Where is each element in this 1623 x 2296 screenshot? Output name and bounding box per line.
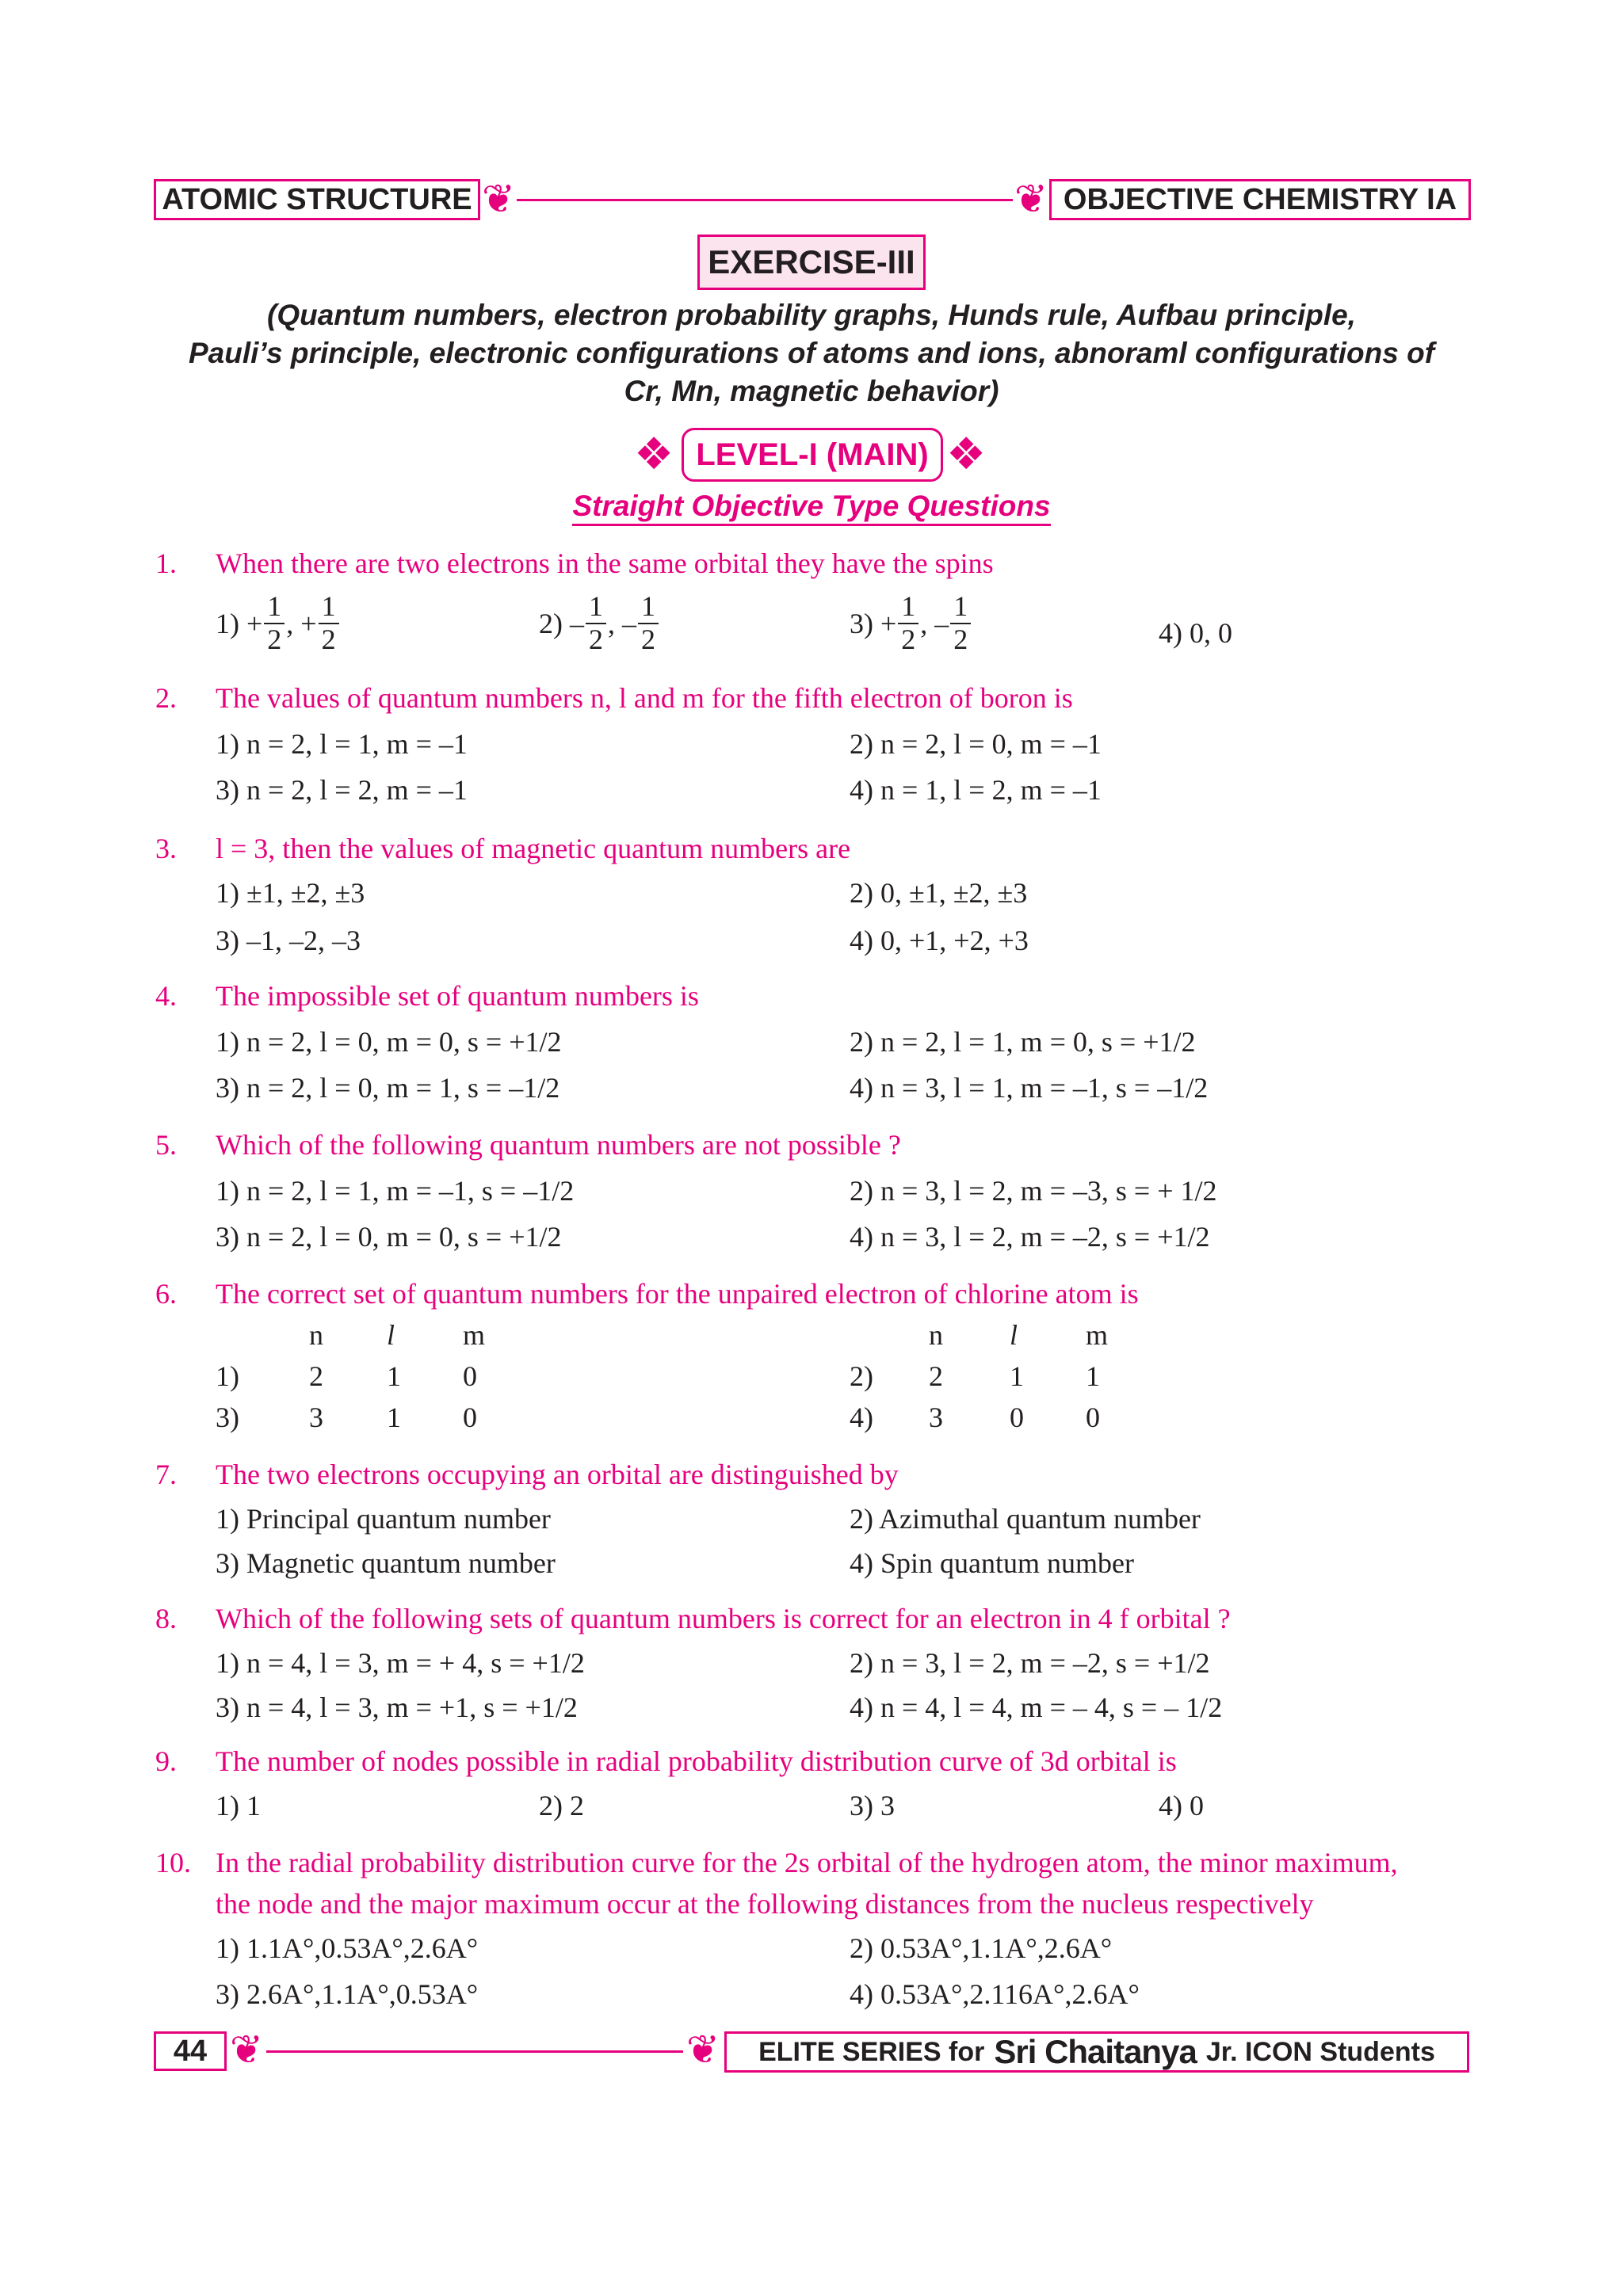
option-4: 4) 0.53A°,2.116A°,2.6A° xyxy=(850,1978,1140,2010)
question-number: 8. xyxy=(155,1603,177,1634)
page-number xyxy=(154,2031,227,2071)
question-text: The values of quantum numbers n, l and m for the fifth electron of boron is xyxy=(216,682,1073,714)
header-right-text: OBJECTIVE CHEMISTRY IA xyxy=(1063,182,1457,216)
option-2-m: 1 xyxy=(1086,1360,1100,1392)
topics-block xyxy=(0,296,1623,410)
option-2: 2) n = 2, l = 1, m = 0, s = +1/2 xyxy=(850,1026,1196,1058)
option-2-label: 2) xyxy=(850,1360,873,1392)
question-text: The number of nodes possible in radial probability distribution curve of 3d orbital is xyxy=(216,1745,1177,1777)
option-4-n: 3 xyxy=(929,1402,943,1433)
footer-series-suffix: Jr. ICON Students xyxy=(1205,2036,1435,2067)
option-4: 4) n = 1, l = 2, m = –1 xyxy=(850,774,1102,806)
option-3: 3) n = 4, l = 3, m = +1, s = +1/2 xyxy=(216,1691,578,1723)
question-number: 2. xyxy=(155,682,177,714)
option-3: 3) Magnetic quantum number xyxy=(216,1547,556,1579)
table-header-m: m xyxy=(463,1319,486,1351)
footer-series-prefix: ELITE SERIES for xyxy=(758,2036,985,2067)
option-2: 2) 0.53A°,1.1A°,2.6A° xyxy=(850,1932,1113,1964)
question-number: 10. xyxy=(155,1847,191,1878)
table-header-l: l xyxy=(387,1319,395,1351)
question-number: 3. xyxy=(155,833,177,864)
question-number: 9. xyxy=(155,1745,177,1777)
table-header-l: l xyxy=(1010,1319,1018,1351)
footer-series xyxy=(724,2031,1469,2073)
option-2-n: 2 xyxy=(929,1360,943,1392)
topics-line: Cr, Mn, magnetic behavior) xyxy=(624,375,999,407)
option-2-l: 1 xyxy=(1010,1360,1024,1392)
brand-name: Sri Chaitanya xyxy=(994,2033,1197,2070)
header-rule xyxy=(517,199,1013,201)
question-number: 6. xyxy=(155,1278,177,1310)
option-1: 1) n = 2, l = 0, m = 0, s = +1/2 xyxy=(216,1026,562,1058)
option-2: 2) Azimuthal quantum number xyxy=(850,1503,1201,1535)
option-4: 4) n = 3, l = 1, m = –1, s = –1/2 xyxy=(850,1072,1209,1104)
option-2: 2) 0, ±1, ±2, ±3 xyxy=(850,877,1028,909)
option-4: 4) 0, +1, +2, +3 xyxy=(850,925,1029,956)
option-1: 1) Principal quantum number xyxy=(216,1503,551,1535)
option-1: 1) n = 2, l = 1, m = –1 xyxy=(216,728,468,760)
option-1: 1) 1 xyxy=(216,1790,261,1821)
header-left xyxy=(154,179,480,220)
option-4: 4) Spin quantum number xyxy=(850,1547,1134,1579)
footer-rule xyxy=(266,2050,683,2053)
ornament-icon: ❦ xyxy=(482,176,515,222)
option-2: 2) n = 2, l = 0, m = –1 xyxy=(850,728,1102,760)
table-header-m: m xyxy=(1086,1319,1109,1351)
question-text: Which of the following sets of quantum numbers is correct for an electron in 4 f orbital ? xyxy=(216,1603,1231,1634)
ornament-icon: ❦ xyxy=(230,2027,263,2073)
option-4-m: 0 xyxy=(1086,1402,1100,1433)
table-header-n: n xyxy=(309,1319,323,1351)
option-2: 2) 2 xyxy=(539,1790,584,1821)
option-3: 3) 3 xyxy=(850,1790,895,1821)
option-1: 1) ±1, ±2, ±3 xyxy=(216,877,365,909)
option-4-label: 4) xyxy=(850,1402,873,1433)
option-1-m: 0 xyxy=(463,1360,477,1392)
ornament-icon: ❦ xyxy=(1014,176,1048,222)
question-number: 4. xyxy=(155,980,177,1012)
section-heading-text: Straight Objective Type Questions xyxy=(572,490,1050,526)
option-1-l: 1 xyxy=(387,1360,401,1392)
option-3: 3) n = 2, l = 0, m = 1, s = –1/2 xyxy=(216,1072,560,1104)
option-3: 3) 2.6A°,1.1A°,0.53A° xyxy=(216,1978,479,2010)
exercise-title xyxy=(697,235,926,290)
option-4-l: 0 xyxy=(1010,1402,1024,1433)
question-text: When there are two electrons in the same orbital they have the spins xyxy=(216,547,994,579)
option-3-l: 1 xyxy=(387,1402,401,1433)
option-3-m: 0 xyxy=(463,1402,477,1433)
option-4: 4) n = 3, l = 2, m = –2, s = +1/2 xyxy=(850,1221,1210,1253)
question-number: 5. xyxy=(155,1129,177,1161)
topics-line: Pauli’s principle, electronic configurations of atoms and ions, abnoraml configurations of xyxy=(188,337,1435,369)
option-2: 2) n = 3, l = 2, m = –2, s = +1/2 xyxy=(850,1647,1210,1679)
table-header-n: n xyxy=(929,1319,943,1351)
ornament-icon: ❖ xyxy=(946,429,987,480)
option-1: 1) n = 4, l = 3, m = + 4, s = +1/2 xyxy=(216,1647,585,1679)
option-3: 3) n = 2, l = 0, m = 0, s = +1/2 xyxy=(216,1221,562,1253)
question-text: l = 3, then the values of magnetic quantum numbers are xyxy=(216,833,851,864)
level-text: LEVEL-I (MAIN) xyxy=(696,437,929,472)
option-2: 2) n = 3, l = 2, m = –3, s = + 1/2 xyxy=(850,1175,1217,1207)
ornament-icon: ❦ xyxy=(686,2027,720,2073)
option-3-n: 3 xyxy=(309,1402,323,1433)
option-4: 4) n = 4, l = 4, m = – 4, s = – 1/2 xyxy=(850,1691,1223,1723)
option-1-label: 1) xyxy=(216,1360,239,1392)
question-text: In the radial probability distribution curve for the 2s orbital of the hydrogen atom, the minor maximum, xyxy=(216,1847,1398,1878)
option-4: 4) 0, 0 xyxy=(1159,617,1232,649)
page-number-text: 44 xyxy=(173,2034,208,2068)
question-text: The two electrons occupying an orbital are distinguished by xyxy=(216,1459,899,1490)
option-3: 3) + $\frac{1}{2}$ , – $\frac{1}{2}$ xyxy=(850,591,972,655)
header-right xyxy=(1049,179,1471,220)
option-2: 2) – $\frac{1}{2}$ , – $\frac{1}{2}$ xyxy=(539,591,660,655)
question-text: The correct set of quantum numbers for the unpaired electron of chlorine atom is xyxy=(216,1278,1139,1310)
header-left-text: ATOMIC STRUCTURE xyxy=(162,182,472,216)
option-3: 3) n = 2, l = 2, m = –1 xyxy=(216,774,468,806)
option-3: 3) –1, –2, –3 xyxy=(216,925,361,956)
topics-line: (Quantum numbers, electron probability graphs, Hunds rule, Aufbau principle, xyxy=(267,299,1356,331)
option-3-label: 3) xyxy=(216,1402,239,1433)
option-1: 1) 1.1A°,0.53A°,2.6A° xyxy=(216,1932,479,1964)
option-1: 1) n = 2, l = 1, m = –1, s = –1/2 xyxy=(216,1175,575,1207)
question-text: Which of the following quantum numbers are not possible ? xyxy=(216,1129,901,1161)
exercise-title-text: EXERCISE-III xyxy=(708,243,915,280)
option-4: 4) 0 xyxy=(1159,1790,1204,1821)
option-1-n: 2 xyxy=(309,1360,323,1392)
question-number: 7. xyxy=(155,1459,177,1490)
question-text: the node and the major maximum occur at the following distances from the nucleus respectively xyxy=(216,1888,1314,1920)
question-number: 1. xyxy=(155,547,177,579)
option-1: 1) + $\frac{1}{2}$ , + $\frac{1}{2}$ xyxy=(216,591,341,655)
ornament-icon: ❖ xyxy=(634,429,674,480)
section-heading xyxy=(0,490,1623,523)
level-badge xyxy=(682,428,943,482)
question-text: The impossible set of quantum numbers is xyxy=(216,980,699,1012)
